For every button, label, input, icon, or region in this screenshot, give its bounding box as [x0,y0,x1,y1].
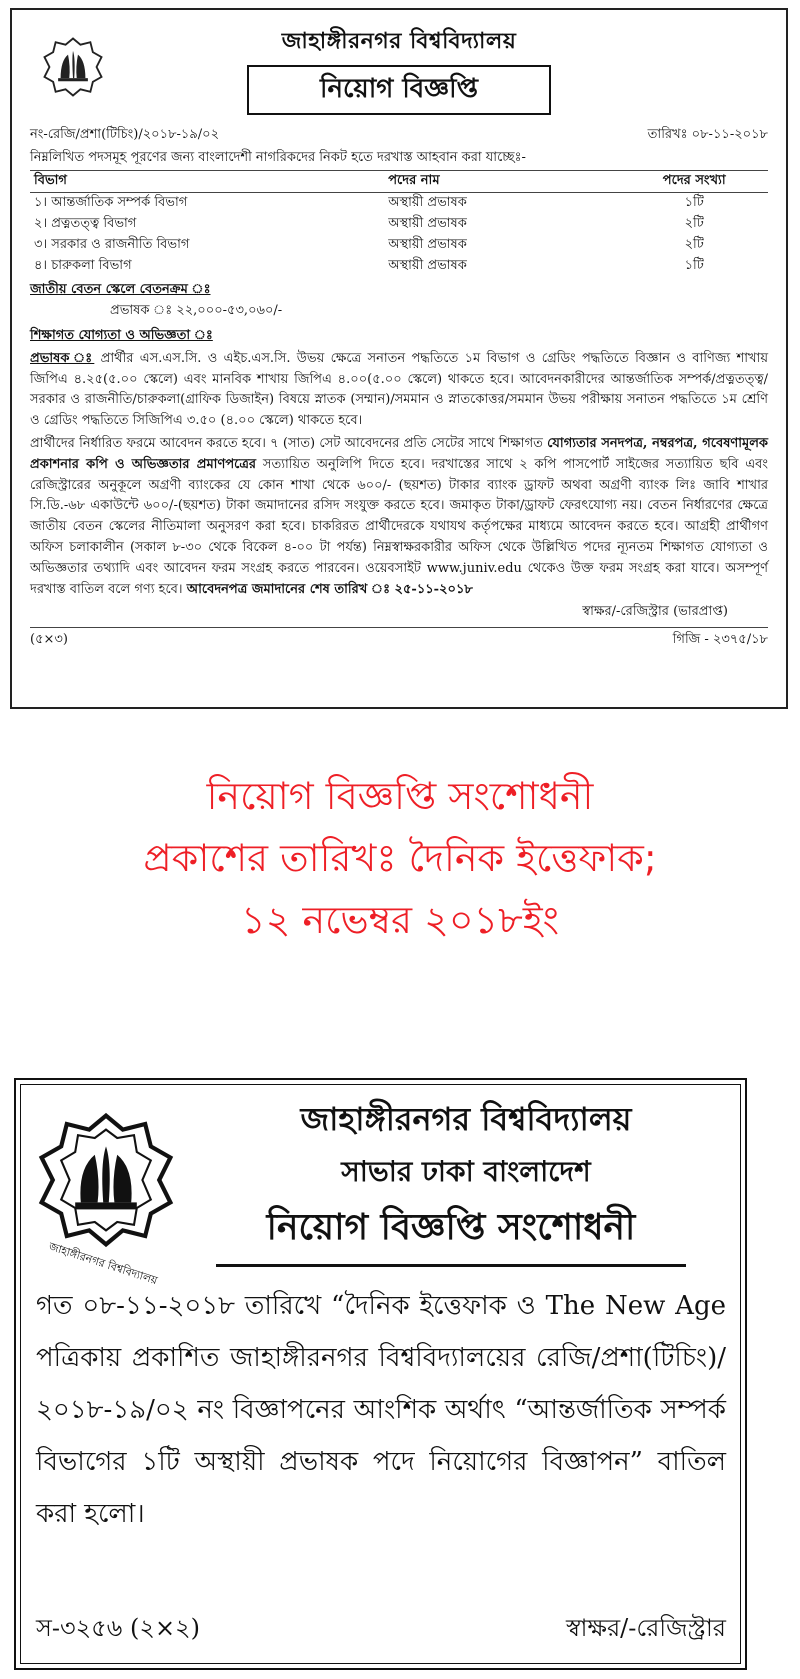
ad-footer [30,627,768,651]
column-header: বিভাগ [30,171,384,192]
caption-line: ১২ নভেম্বর ২০১৮ইং [241,898,559,942]
signature-line: স্বাক্ষর/-রেজিস্ট্রার [565,1614,726,1642]
posts-table [30,171,768,276]
salary-scale: প্রভাষক ঃ ২২,০০০-৫৩,০৬০/- [110,303,283,319]
ad-code: গিজি - ২৩৭৫/১৮ [672,632,768,648]
notice-title: নিয়োগ বিজ্ঞপ্তি সংশোধনী [216,1200,686,1267]
qualification-paragraph [30,349,768,432]
table-cell: অস্থায়ী প্রভাষক [388,215,467,231]
caption-line: প্রকাশের তারিখঃ দৈনিক ইত্তেফাক; [143,836,657,880]
table-cell: ৩। সরকার ও রাজনীতি বিভাগ [34,236,190,252]
university-logo-icon [42,36,104,98]
table-cell: ১টি [684,195,704,211]
notice-title: নিয়োগ বিজ্ঞপ্তি [247,65,551,115]
intro-text: নিম্নলিখিত পদসমূহ পূরণের জন্য বাংলাদেশী নাগরিকদের নিকট হতে দরখাস্ত আহবান করা যাচ্ছেঃ- [30,148,768,172]
table-cell: ১টি [684,257,704,273]
table-row [30,256,768,277]
signature-line: স্বাক্ষর/-রেজিস্ট্রার (ভারপ্রাপ্ত) [582,604,728,620]
qualification-label: প্রভাষক ঃ [30,350,95,366]
caption-line: নিয়োগ বিজ্ঞপ্তি সংশোধনী [206,774,594,818]
ad-code: স-৩২৫৬ (২×২) [36,1614,201,1642]
table-header-row [30,171,768,192]
table-cell: ২টি [684,236,704,252]
table-cell: ২টি [684,215,704,231]
table-cell: অস্থায়ী প্রভাষক [388,195,467,211]
salary-heading: জাতীয় বেতন স্কেলে বেতনক্রম ঃ [30,282,211,298]
application-paragraph [30,434,768,600]
amendment-body: গত ০৮-১১-২০১৮ তারিখে “দৈনিক ইত্তেফাক ও The New Age পত্রিকায় প্রকাশিত জাহাঙ্গীরনগর বিশ্ববিদ্যালয়ের রেজি/প্রশা(টিচিং)/২০১৮-১৯/০২ নং বিজ্ঞাপনের আংশিক অর্থাৎ “আন্তর্জাতিক সম্পর্ক বিভাগের ১টি অস্থায়ী প্রভাষক পদে নিয়োগের বিজ্ঞাপন” বাতিল করা হলো। [36,1291,726,1529]
logo-caption: জাহাঙ্গীরনগর বিশ্ববিদ্যালয় [47,1239,160,1288]
table-cell: ১। আন্তর্জাতিক সম্পর্ক বিভাগ [34,195,188,211]
table-cell: অস্থায়ী প্রভাষক [388,257,467,273]
university-name: জাহাঙ্গীরনগর বিশ্ববিদ্যালয় [300,1100,632,1138]
ad-size: (৫×৩) [30,632,68,648]
recruitment-notice-ad [10,8,788,709]
university-name: জাহাঙ্গীরনগর বিশ্ববিদ্যালয় [281,28,517,54]
application-text-1: প্রার্থীদের নির্ধারিত ফরমে আবেদন করতে হবে। ৭ (সাত) সেট আবেদনের প্রতি সেটের সাথে শিক্ষাগত [30,435,543,451]
reference-row [30,125,768,146]
column-header: পদের সংখ্যা [620,171,768,192]
table-cell: ২। প্রত্নতত্ত্ব বিভাগ [34,215,137,231]
table-row [30,235,768,256]
application-deadline: আবেদনপত্র জমাদানের শেষ তারিখ ঃ ২৫-১১-২০১৮ [186,581,473,597]
table-cell: অস্থায়ী প্রভাষক [388,236,467,252]
qualification-heading: শিক্ষাগত যোগ্যতা ও অভিজ্ঞতা ঃ [30,327,213,343]
notice-date: তারিখঃ ০৮-১১-২০১৮ [647,126,768,142]
column-header: পদের নাম [384,171,620,192]
application-text-bold: যোগ্যতার সনদপত্র, নম্বরপত্র, গবেষণামূলক প্রকাশনার কপি ও অভিজ্ঞতার প্রমাণপত্রের [30,435,769,472]
table-cell: ৪। চারুকলা বিভাগ [34,257,132,273]
amendment-notice-ad [14,1078,747,1670]
university-location: সাভার ঢাকা বাংলাদেশ [341,1155,591,1188]
amendment-caption [0,765,800,951]
table-row [30,214,768,235]
university-logo-icon [36,1110,176,1250]
ad-footer [36,1610,726,1650]
reference-number: নং-রেজি/প্রশা(টিচিং)/২০১৮-১৯/০২ [30,126,220,142]
application-text-2: সত্যায়িত অনুলিপি দিতে হবে। দরখাস্তের সাথে ২ কপি পাসপোর্ট সাইজের সত্যায়িত ছবি এবং রেজিস্ট্রারের অনুকূলে অগ্রণী ব্যাংকের যে কোন শাখা থেকে ৬০০/- (ছয়শত) টাকার ব্যাংক ড্রাফট অথবা অগ্রণী ব্যাংক লিঃ জাবি শাখার সি.ডি.-৬৮ একাউন্টে ৬০০/-(ছয়শত) টাকা জমাদানের রসিদ সংযুক্ত করতে হবে। জমাকৃত টাকা/ড্রাফট ফেরৎযোগ্য নয়। বেতন নির্ধারণের ক্ষেত্রে জাতীয় বেতন স্কেলের নীতিমালা অনুসরণ করা হবে। চাকরিরত প্রার্থীদেরকে যথাযথ কর্তৃপক্ষের মাধ্যমে আবেদন করতে হবে। আগ্রহী প্রার্থীগণ অফিস চলাকালীন (সকাল ৮-৩০ থেকে বিকেল ৪-০০ টা পর্যন্ত) নিম্নস্বাক্ষরকারীর অফিস থেকে উল্লিখিত পদের ন্যূনতম শিক্ষাগত যোগ্যতা ও অভিজ্ঞতার তথ্যাদি এবং আবেদন ফরম সংগ্রহ করতে পারবেন। ওয়েবসাইট www.juniv.edu থেকেও উক্ত ফরম সংগ্রহ করা যাবে। অসম্পূর্ণ দরখাস্ত বাতিল বলে গণ্য হবে। [30,456,768,597]
qualification-text: প্রার্থীর এস.এস.সি. ও এইচ.এস.সি. উভয় ক্ষেত্রে সনাতন পদ্ধতিতে ১ম বিভাগ ও গ্রেডিং পদ্ধতিতে বিজ্ঞান ও বাণিজ্য শাখায় জিপিএ ৪.২৫(৫.০০ স্কেলে) এবং মানবিক শাখায় জিপিএ ৪.০০(৫.০০ স্কেলে) থাকতে হবে। আবেদনকারীদের আন্তর্জাতিক সম্পর্ক/প্রত্নতত্ত্ব/সরকার ও রাজনীতি/চারুকলা(গ্রাফিক ডিজাইন) বিষয়ে স্নাতক (সম্মান)/সমমান ও স্নাতকোত্তর/সমমান উভয় পরীক্ষায় সনাতন পদ্ধতিতে ১ম শ্রেণি ও গ্রেডিং পদ্ধতিতে সিজিপিএ ৩.৫০ (৪.০০ স্কেলে) থাকতে হবে। [30,350,768,429]
table-row [30,193,768,214]
